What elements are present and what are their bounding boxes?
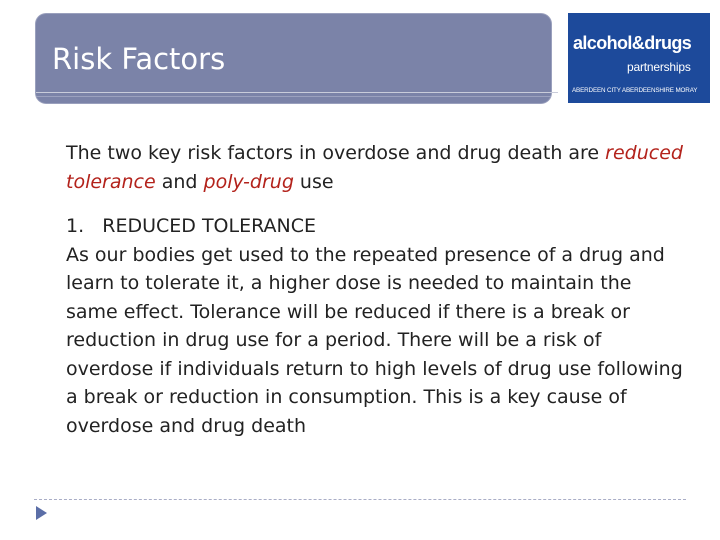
intro-text-3: use [293,170,334,193]
title-divider [36,92,558,93]
logo-regions: ABERDEEN CITY ABERDEENSHIRE MORAY [572,87,698,94]
tolerance-paragraph: As our bodies get used to the repeated presence of a drug and learn to tolerate it, a higher dose is needed to maintain the same effect. Tolerance will be reduced if there is a break or reduction in drug use for a period. There will be a risk of overdose if individuals return to high levels of drug use following a break or reduction in consumption. This is a key cause of overdose and drug death [66,243,683,437]
emphasis-reduced-tolerance: reduced tolerance [66,142,683,193]
partnership-logo [568,13,710,103]
triangle-right-icon [36,506,47,520]
intro-text-1: The two key risk factors in overdose and drug death are [66,142,606,164]
title-bar-accent [36,96,551,97]
footer-divider [34,499,686,500]
item-heading-text: REDUCED TOLERANCE [102,215,317,237]
slide-body [66,139,686,440]
logo-wordmark: alcohol&drugs [573,33,692,53]
item-number: 1. [66,215,85,237]
intro-text-2: and [155,170,204,193]
title-bar [36,14,551,103]
intro-paragraph [66,139,686,196]
logo-subtitle: partnerships [627,60,691,74]
slide-title: Risk Factors [52,42,226,76]
emphasis-poly-drug: poly-drug [203,170,294,193]
item-heading [66,212,686,241]
